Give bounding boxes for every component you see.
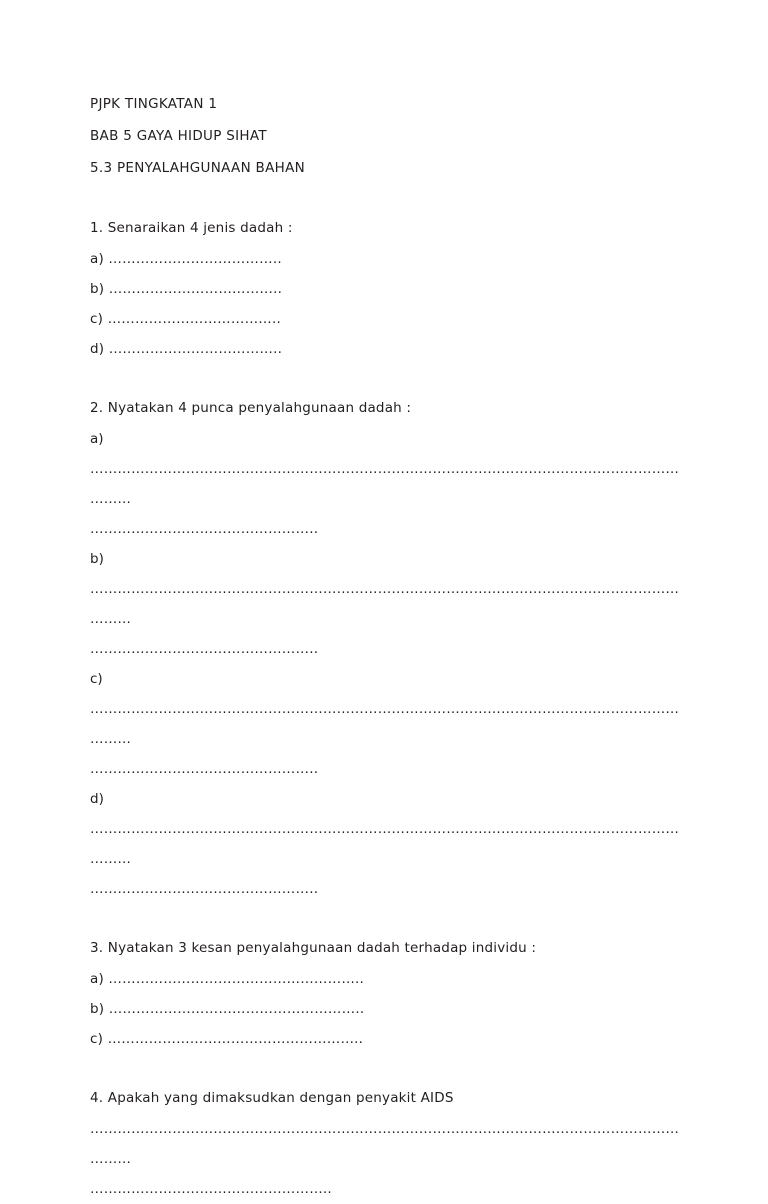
question-4-answer-line-2: …………………………………………….. (90, 1181, 332, 1197)
question-1-text: 1. Senaraikan 4 jenis dadah : (90, 220, 293, 236)
question-1-answer-c: c) ……………………………….. (90, 311, 281, 327)
question-4-answer-line-1: ………………………………………………………………………………………………………………………… (90, 1121, 680, 1167)
question-4 (90, 1082, 680, 1204)
question-2-answer-d-line-2: ………………………………………….. (90, 881, 319, 897)
question-2-answer-b (90, 544, 680, 664)
question-3-text: 3. Nyatakan 3 kesan penyalahgunaan dadah terhadap individu : (90, 940, 537, 956)
question-2-text: 2. Nyatakan 4 punca penyalahgunaan dadah : (90, 400, 412, 416)
document-body (90, 88, 680, 1204)
question-2-answer-c-line-1: ………………………………………………………………………………………………………………………… (90, 701, 680, 747)
question-2-answer-c (90, 664, 680, 784)
question-2-answer-a-label: a) (90, 431, 104, 447)
question-3 (90, 932, 680, 1054)
spacer-after-question-1 (90, 364, 680, 392)
question-2-answer-d (90, 784, 680, 904)
question-2-answer-d-label: d) (90, 791, 104, 807)
question-1-answer-b: b) ……………………………….. (90, 281, 283, 297)
question-3-answer-a: a) ……………………………………………….. (90, 971, 365, 987)
spacer-after-question-2 (90, 904, 680, 932)
document-title-line-2: BAB 5 GAYA HIDUP SIHAT (90, 128, 267, 144)
question-2-answer-d-line-1: ………………………………………………………………………………………………………………………… (90, 821, 680, 867)
question-2-answer-c-label: c) (90, 671, 103, 687)
question-2-answer-a-line-2: ………………………………………….. (90, 521, 319, 537)
question-2-answer-a-line-1: ………………………………………………………………………………………………………………………… (90, 461, 680, 507)
spacer-after-heading (90, 184, 680, 212)
question-3-answer-b: b) ……………………………………………….. (90, 1001, 365, 1017)
question-2-answer-b-label: b) (90, 551, 104, 567)
question-2-answer-a (90, 424, 680, 544)
question-4-text: 4. Apakah yang dimaksudkan dengan penyakit AIDS (90, 1090, 454, 1106)
question-2-answer-c-line-2: ………………………………………….. (90, 761, 319, 777)
question-1-answer-a: a) ……………………………….. (90, 251, 282, 267)
spacer-after-question-3 (90, 1054, 680, 1082)
document-title-line-1: PJPK TINGKATAN 1 (90, 96, 218, 112)
question-1-answer-d: d) ……………………………….. (90, 341, 283, 357)
document-title-line-3: 5.3 PENYALAHGUNAAN BAHAN (90, 160, 306, 176)
question-2-answer-b-line-1: ………………………………………………………………………………………………………………………… (90, 581, 680, 627)
question-1 (90, 212, 680, 364)
question-2-answer-b-line-2: ………………………………………….. (90, 641, 319, 657)
question-2 (90, 392, 680, 904)
question-3-answer-c: c) ……………………………………………….. (90, 1031, 364, 1047)
